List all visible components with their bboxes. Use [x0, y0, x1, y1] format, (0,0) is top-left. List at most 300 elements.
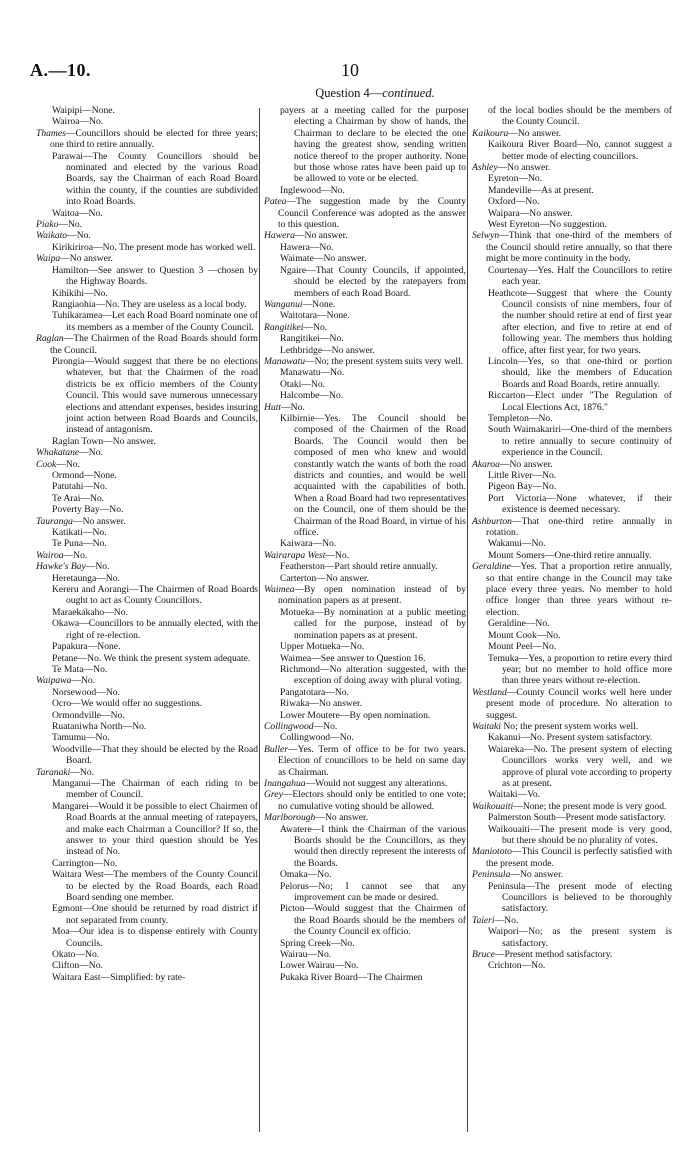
entry-text: Featherston—Part should retire annually. — [280, 561, 438, 573]
entry-text: Manganui—The Chairman of each riding to be member of Council. — [52, 777, 258, 801]
entry-text: Te Arai—No. — [52, 492, 105, 504]
column-rule — [259, 108, 260, 1132]
county-name: Wairoa — [36, 549, 64, 561]
road-board-entry — [264, 960, 466, 971]
entry-text: Palmerston South—Present mode satisfactory. — [488, 812, 666, 824]
entry-text: Waipipi—None. — [52, 105, 115, 116]
road-board-entry — [472, 824, 672, 847]
county-entry — [472, 869, 672, 880]
county-entry — [36, 516, 258, 527]
entry-text: —No. — [303, 321, 328, 333]
road-board-entry — [472, 265, 672, 288]
entry-text: Riwaka—No answer. — [280, 698, 363, 710]
entry-text: Courtenay—Yes. Half the Councillors to retire each year. — [488, 264, 672, 288]
page-number: 10 — [341, 60, 359, 80]
entry-text: Peninsula—The present mode of electing Councillors is believed to be thoroughly satisfactory. — [488, 880, 672, 915]
entry-text: Eyreton—No. — [488, 173, 543, 185]
road-board-entry — [36, 801, 258, 858]
road-board-entry — [472, 744, 672, 790]
road-board-entry — [264, 653, 466, 664]
road-board-entry — [36, 538, 258, 549]
county-entry — [264, 356, 466, 367]
road-board-entry — [36, 470, 258, 481]
road-board-entry — [264, 390, 466, 401]
entry-text: —No. — [71, 675, 96, 687]
road-board-entry — [36, 721, 258, 732]
entry-text: —Present method satisfactory. — [494, 949, 613, 961]
entry-text: Heathcote—Suggest that where the County Council consists of nine members, four of the number should retire at end of first year after election, and five to retire at end of following year. The members thus holding office, after first year, for two years. — [488, 287, 672, 356]
road-board-entry — [472, 960, 672, 971]
county-name: Geraldine — [472, 561, 511, 573]
entry-text: —No answer. — [510, 869, 564, 881]
road-board-entry — [264, 561, 466, 572]
entry-text: Te Puna—No. — [52, 538, 107, 550]
county-name: Buller — [264, 743, 288, 755]
road-board-entry — [472, 630, 672, 641]
entry-text: Waiareka—No. The present system of electing Councillors works very well, and we approve of plural vote according to property as at present. — [488, 743, 672, 789]
entry-text: Moa—Our idea is to dispense entirely with County Councils. — [52, 926, 258, 949]
county-name: Peninsula — [472, 869, 511, 881]
county-name: Waipa — [36, 253, 61, 265]
county-name: Manawatu — [264, 355, 306, 367]
county-entry — [264, 584, 466, 607]
road-board-entry — [264, 573, 466, 584]
road-board-entry — [264, 538, 466, 549]
road-board-entry — [36, 710, 258, 721]
road-board-entry — [472, 356, 672, 390]
county-name: Ashburton — [472, 515, 512, 527]
road-board-entry — [472, 550, 672, 561]
county-entry — [472, 801, 672, 812]
road-board-entry — [264, 949, 466, 960]
road-board-entry — [472, 139, 672, 162]
entry-text: Norsewood—No. — [52, 686, 120, 698]
entry-text: Geraldine—No. — [488, 618, 550, 630]
road-board-entry — [36, 310, 258, 333]
road-board-entry — [472, 926, 672, 949]
entry-text: Richmond—No alteration suggested, with the exception of doing away with plural voting. — [280, 663, 466, 687]
entry-text: —No answer. — [497, 162, 551, 174]
county-name: Bruce — [472, 949, 495, 961]
entry-text: Motueka—By nomination at a public meeting called for the purpose, instead of by nomination papers as at present. — [280, 606, 466, 641]
entry-text: Ormondville—No. — [52, 709, 125, 721]
county-entry — [472, 687, 672, 721]
road-board-entry — [36, 744, 258, 767]
road-board-entry — [36, 288, 258, 299]
county-name: Rangitikei — [264, 321, 304, 333]
road-board-entry — [472, 470, 672, 481]
county-entry — [264, 778, 466, 789]
entry-text: Ngaire—That County Councils, if appointed, should be elected by the ratepayers from members of each Road Board. — [280, 264, 466, 299]
road-board-entry — [264, 253, 466, 264]
entry-text: —No. — [494, 914, 519, 926]
text-column-1 — [36, 105, 258, 983]
entry-text: Okato—No. — [52, 949, 100, 961]
county-entry — [472, 230, 672, 264]
county-entry — [264, 299, 466, 310]
county-entry — [36, 333, 258, 356]
county-name: Waikouaiti — [472, 800, 514, 812]
road-board-entry — [264, 367, 466, 378]
county-name: Piako — [36, 219, 59, 231]
entry-text: Ormond—None. — [52, 470, 117, 481]
county-entry — [264, 322, 466, 333]
road-board-entry — [264, 687, 466, 698]
entry-text: Wakanui—No. — [488, 538, 546, 550]
county-entry — [264, 402, 466, 413]
entry-text: Patutahi—No. — [52, 481, 108, 493]
county-entry — [36, 550, 258, 561]
entry-text: Mount Cook—No. — [488, 629, 561, 641]
entry-text: Heretaunga—No. — [52, 572, 120, 584]
county-entry — [264, 721, 466, 732]
road-board-entry — [264, 379, 466, 390]
road-board-entry — [264, 903, 466, 937]
entry-text: Kereru and Aorangi—The Chairmen of Road Boards ought to act as County Councillors. — [52, 584, 258, 607]
entry-text: —No. — [79, 447, 103, 459]
county-name: Akaroa — [472, 458, 500, 470]
document-id: A.—10. — [30, 60, 91, 80]
entry-text: Lincoln—Yes, so that one-third or portion should, like the members of Education Boards and Road Boards, retire annually. — [488, 355, 672, 390]
entry-text: Waitotara—None. — [280, 310, 350, 322]
text-column-3 — [472, 105, 672, 972]
county-entry — [36, 230, 258, 241]
road-board-entry — [36, 356, 258, 436]
entry-text: —Would not suggest any alterations. — [305, 777, 448, 789]
road-board-entry — [264, 265, 466, 299]
road-board-entry — [36, 960, 258, 971]
road-board-entry — [36, 436, 258, 447]
road-board-entry — [472, 641, 672, 652]
county-entry — [36, 459, 258, 470]
county-name: Taranaki — [36, 766, 71, 778]
road-board-entry — [36, 618, 258, 641]
entry-text: Katikati—No. — [52, 527, 107, 539]
county-entry — [36, 219, 258, 230]
section-subheading — [300, 86, 450, 101]
county-name: Cook — [36, 458, 57, 470]
entry-text: —No. — [67, 230, 91, 242]
county-name: Grey — [264, 789, 283, 801]
road-board-entry — [36, 698, 258, 709]
road-board-entry — [472, 413, 672, 424]
county-name: Waimea — [264, 584, 295, 596]
county-entry — [264, 230, 466, 241]
road-board-entry — [472, 618, 672, 629]
road-board-entry — [36, 607, 258, 618]
entry-text: Te Mata—No. — [52, 663, 108, 675]
road-board-entry — [472, 185, 672, 196]
entry-text: Papakura—None. — [52, 641, 121, 653]
road-board-entry — [472, 173, 672, 184]
entry-text: —No. — [313, 720, 338, 732]
road-board-entry — [36, 504, 258, 515]
entry-text: Woodville—That they should be elected by the Road Board. — [52, 743, 258, 767]
entry-text: Oxford—No. — [488, 196, 540, 208]
county-name: Selwyn — [472, 230, 500, 242]
entry-text: Waitoa—No. — [52, 207, 103, 219]
road-board-entry — [264, 242, 466, 253]
entry-text: Waipori—No; as the present system is satisfactory. — [488, 926, 672, 949]
entry-text: Pigeon Bay—No. — [488, 481, 557, 493]
county-name: Patea — [264, 196, 287, 208]
entry-text: Pangatotara—No. — [280, 686, 350, 698]
entry-text: Pirongia—Would suggest that there be no elections whatever, but that the Chairmen of the road districts be ex officio members of the County Council. This would save numerous unnecessary elections and attendant expenses, besides insuring joint action between Road Boards and Councils, instead of antagonism. — [52, 355, 258, 436]
county-name: Waikato — [36, 230, 68, 242]
road-board-entry — [264, 333, 466, 344]
entry-text: —None; the present mode is very good. — [513, 800, 667, 812]
entry-text: West Eyreton—No suggestion. — [488, 219, 607, 231]
entry-text: Hamilton—See answer to Question 3 —chosen by the Highway Boards. — [52, 264, 258, 288]
entry-text: Kihikihi—No. — [52, 287, 108, 299]
county-entry — [472, 459, 672, 470]
entry-text: —No. — [70, 766, 95, 778]
county-name: Hawera — [264, 230, 295, 242]
entry-text: Little River—No. — [488, 470, 557, 481]
road-board-entry — [264, 105, 466, 185]
county-name: Tauranga — [36, 515, 73, 527]
entry-text: Collingwood—No. — [280, 732, 354, 744]
road-board-entry — [264, 310, 466, 321]
entry-text: Waimate—No answer. — [280, 253, 367, 265]
entry-text: —No; the present system suits very well. — [305, 355, 464, 367]
entry-text: Tuhikaramea—Let each Road Board nominate one of its members as a member of the County Council. — [52, 310, 258, 333]
entry-text: Parawai—The County Councillors should be nominated and elected by the various Road Boards, say the Chairman of each Road Board within the county, if the counties are subdivided into Road Boards. — [52, 150, 258, 208]
entry-text: Petane—No. We think the present system adequate. — [52, 652, 251, 664]
county-name: Hutt — [264, 401, 282, 413]
county-name: Taieri — [472, 914, 495, 926]
entry-text: Lower Moutere—By open nomination. — [280, 709, 431, 721]
county-name: Westland — [472, 686, 507, 698]
column-rule — [467, 108, 468, 1132]
entry-text: —None. — [302, 298, 336, 310]
county-entry — [472, 162, 672, 173]
county-entry — [264, 550, 466, 561]
road-board-entry — [472, 390, 672, 413]
road-board-entry — [264, 664, 466, 687]
entry-text: Mandeville—As at present. — [488, 184, 594, 196]
road-board-entry — [472, 196, 672, 207]
entry-text: Raglan Town—No answer. — [52, 435, 156, 447]
entry-text: Waitara West—The members of the County Council to be elected by the Road Boards, each Road Board sending one member. — [52, 869, 258, 904]
county-name: Marlborough — [264, 812, 316, 824]
subheading-suffix: continued. — [382, 86, 435, 100]
county-entry — [36, 767, 258, 778]
entry-text: Spring Creek—No. — [280, 937, 355, 949]
county-name: Hawke's Bay — [36, 561, 86, 573]
entry-text: —Think that one-third of the members of the Council should retire annually, so that there might be more continuity in the body. — [486, 230, 672, 265]
entry-text: Otaki—No. — [280, 378, 326, 390]
entry-text: Rangitikei—No. — [280, 333, 344, 345]
entry-text: Riccarton—Elect under "The Regulation of Local Elections Act, 1876." — [488, 390, 672, 413]
entry-text: Egmont—One should be returned by road district if not separated from county. — [52, 903, 258, 926]
road-board-entry — [264, 881, 466, 904]
road-board-entry — [36, 949, 258, 960]
subheading-prefix: Question 4— — [315, 86, 383, 100]
road-board-entry — [264, 732, 466, 743]
entry-text: Kirikiriroa—No. The present mode has worked well. — [52, 241, 256, 253]
road-board-entry — [36, 527, 258, 538]
road-board-entry — [36, 664, 258, 675]
entry-text: —No. — [56, 458, 80, 470]
road-board-entry — [36, 653, 258, 664]
county-name: Kaikoura — [472, 127, 509, 139]
road-board-entry — [36, 641, 258, 652]
entry-text: —Yes. Term of office to be for two years. Election of councillors to be held on same day as Chairman. — [278, 743, 466, 778]
county-entry — [472, 846, 672, 869]
entry-text: No; the present system works well. — [500, 720, 639, 732]
county-name: Collingwood — [264, 720, 314, 732]
entry-text: Manawatu—No. — [280, 367, 345, 379]
road-board-entry — [472, 789, 672, 800]
road-board-entry — [264, 824, 466, 870]
county-name: Ashley — [472, 162, 498, 174]
road-board-entry — [264, 698, 466, 709]
road-board-entry — [264, 413, 466, 538]
text-column-2 — [264, 105, 466, 983]
road-board-entry — [472, 481, 672, 492]
entry-text: Lower Wairau—No. — [280, 960, 359, 972]
road-board-entry — [36, 869, 258, 903]
county-entry — [472, 516, 672, 539]
road-board-entry — [36, 732, 258, 743]
road-board-entry — [264, 710, 466, 721]
road-board-entry — [472, 493, 672, 516]
road-board-entry — [472, 732, 672, 743]
entry-text: Clifton—No. — [52, 960, 103, 972]
entry-text: Crichton—No. — [488, 960, 546, 972]
road-board-entry — [264, 972, 466, 983]
county-name: Thames — [36, 127, 66, 139]
entry-text: Mangarei—Would it be possible to elect Chairmen of Road Boards at the annual meeting of ratepayers, and make each Chairman a Councillor? If so, the answer to your third question should be Yes instead of No. — [52, 800, 258, 858]
county-entry — [264, 196, 466, 230]
road-board-entry — [36, 481, 258, 492]
road-board-entry — [36, 926, 258, 949]
entry-text: Waikouaiti—The present mode is very good, but there should be no plurality of votes. — [488, 823, 672, 846]
road-board-entry — [472, 288, 672, 356]
entry-text: Kakanui—No. Present system satisfactory. — [488, 732, 653, 744]
entry-text: Maraekakaho—No. — [52, 606, 128, 618]
entry-text: —No answer. — [508, 127, 562, 139]
entry-text: of the local bodies should be the members of the County Council. — [488, 105, 672, 128]
entry-text: —No. — [58, 219, 83, 231]
entry-text: —Electors should only be entitled to one vote; no cumulative voting should be allowed. — [278, 789, 466, 812]
entry-text: —Yes. That a proportion retire annually, so that entire change in the Council may take place every three years. No member to hold office longer than three years without re-election. — [486, 561, 672, 618]
entry-text: Kilbirnie—Yes. The Council should be composed of the Chairmen of the Road Boards. The Council would then be composed of men who knew and would constantly watch the wants of both the road districts and counties, and would be well acquainted with the capabilities of both. When a Road Board had two representatives on the Council, one of them should be the Chairman of the Road Board, in virtue of his office. — [280, 412, 466, 539]
county-entry — [472, 949, 672, 960]
county-entry — [36, 447, 258, 458]
county-entry — [36, 128, 258, 151]
entry-text: —No answer. — [499, 458, 553, 470]
county-name: Wairarapa West — [264, 549, 326, 561]
entry-text: Poverty Bay—No. — [52, 504, 124, 516]
county-name: Wanganui — [264, 298, 303, 310]
road-board-entry — [36, 265, 258, 288]
road-board-entry — [472, 881, 672, 915]
entry-text: Waitara East—Simplified: by rate- — [52, 971, 186, 983]
entry-text: Wairoa—No. — [52, 116, 104, 128]
entry-text: Ruataniwha North—No. — [52, 720, 147, 732]
entry-text: Pelorus—No; I cannot see that any improvement can be made or desired. — [280, 880, 466, 904]
county-name: Maniototo — [472, 846, 512, 858]
road-board-entry — [36, 972, 258, 983]
entry-text: —This Council is perfectly satisfied with the present mode. — [486, 846, 672, 869]
road-board-entry — [36, 778, 258, 801]
road-board-entry — [36, 903, 258, 926]
entry-text: Temuka—Yes, a proportion to retire every third year; but no member to hold office more than three years without re-election. — [488, 652, 672, 687]
entry-text: Upper Motueka—No. — [280, 641, 365, 653]
entry-text: —County Council works well here under present mode of procedure. No alteration to suggest. — [486, 686, 672, 721]
county-entry — [36, 675, 258, 686]
road-board-entry — [264, 607, 466, 641]
entry-text: Halcombe—No. — [280, 390, 344, 402]
road-board-entry — [36, 299, 258, 310]
entry-text: Wairau—No. — [280, 949, 332, 961]
road-board-entry — [36, 116, 258, 127]
entry-text: —No answer. — [315, 812, 369, 824]
entry-text: Lethbridge—No answer. — [280, 344, 375, 356]
road-board-entry — [36, 208, 258, 219]
entry-text: Mount Somers—One-third retire annually. — [488, 549, 652, 561]
entry-text: —No. — [63, 549, 88, 561]
entry-text: Carrington—No. — [52, 857, 118, 869]
road-board-entry — [472, 219, 672, 230]
entry-text: Rangiaohia—No. They are useless as a local body. — [52, 298, 247, 310]
entry-text: —No. — [325, 549, 350, 561]
road-board-entry — [264, 869, 466, 880]
county-entry — [36, 253, 258, 264]
county-name: Raglan — [36, 333, 64, 345]
entry-text: Omaka—No. — [280, 869, 332, 881]
road-board-entry — [36, 242, 258, 253]
road-board-entry — [472, 812, 672, 823]
entry-text: Ocro—We would offer no suggestions. — [52, 698, 203, 710]
county-entry — [36, 561, 258, 572]
entry-text: —No. — [281, 401, 305, 413]
entry-text: —The suggestion made by the County Council Conference was adopted as the answer to this question. — [278, 196, 466, 231]
entry-text: —No answer. — [294, 230, 348, 242]
road-board-entry — [36, 584, 258, 607]
county-name: Waipawa — [36, 675, 72, 687]
entry-text: Inglewood—No. — [280, 184, 345, 196]
county-entry — [472, 721, 672, 732]
county-name: Waitaki — [472, 720, 501, 732]
county-entry — [472, 128, 672, 139]
entry-text: —Councillors should be elected for three years; one third to retire annually. — [50, 127, 258, 151]
road-board-entry — [36, 573, 258, 584]
road-board-entry — [264, 938, 466, 949]
entry-text: —No. — [85, 561, 110, 573]
entry-text: Hawera—No. — [280, 241, 334, 253]
road-board-entry — [36, 151, 258, 208]
entry-text: Awatere—I think the Chairman of the various Boards should be the Councillors, as they would then directly represent the interests of the Boards. — [280, 823, 466, 869]
entry-text: payers at a meeting called for the purpose electing a Chairman by show of hands, the Chairman to declare to be elected the one having the greatest show, sending written notice thereof to the proper authority. None but those whose rates have been paid up to be allowed to vote or be elected. — [280, 105, 466, 185]
road-board-entry — [472, 208, 672, 219]
county-entry — [472, 915, 672, 926]
road-board-entry — [472, 653, 672, 687]
entry-text: Picton—Would suggest that the Chairmen of the Road Boards should be the members of the County Council ex officio. — [280, 903, 466, 938]
entry-text: Carterton—No answer. — [280, 572, 369, 584]
entry-text: Waitaki—Vo. — [488, 789, 541, 801]
road-board-entry — [36, 493, 258, 504]
entry-text: Kaiwara—No. — [280, 538, 337, 550]
entry-text: —By open nomination instead of by nomination papers as at present. — [278, 584, 466, 607]
entry-text: Port Victoria—None whatever, if their existence is deemed necessary. — [488, 492, 672, 516]
county-entry — [264, 789, 466, 812]
entry-text: —No answer. — [72, 515, 126, 527]
entry-text: —The Chairmen of the Road Boards should form the Council. — [50, 333, 258, 356]
county-name: Whakatane — [36, 447, 80, 459]
